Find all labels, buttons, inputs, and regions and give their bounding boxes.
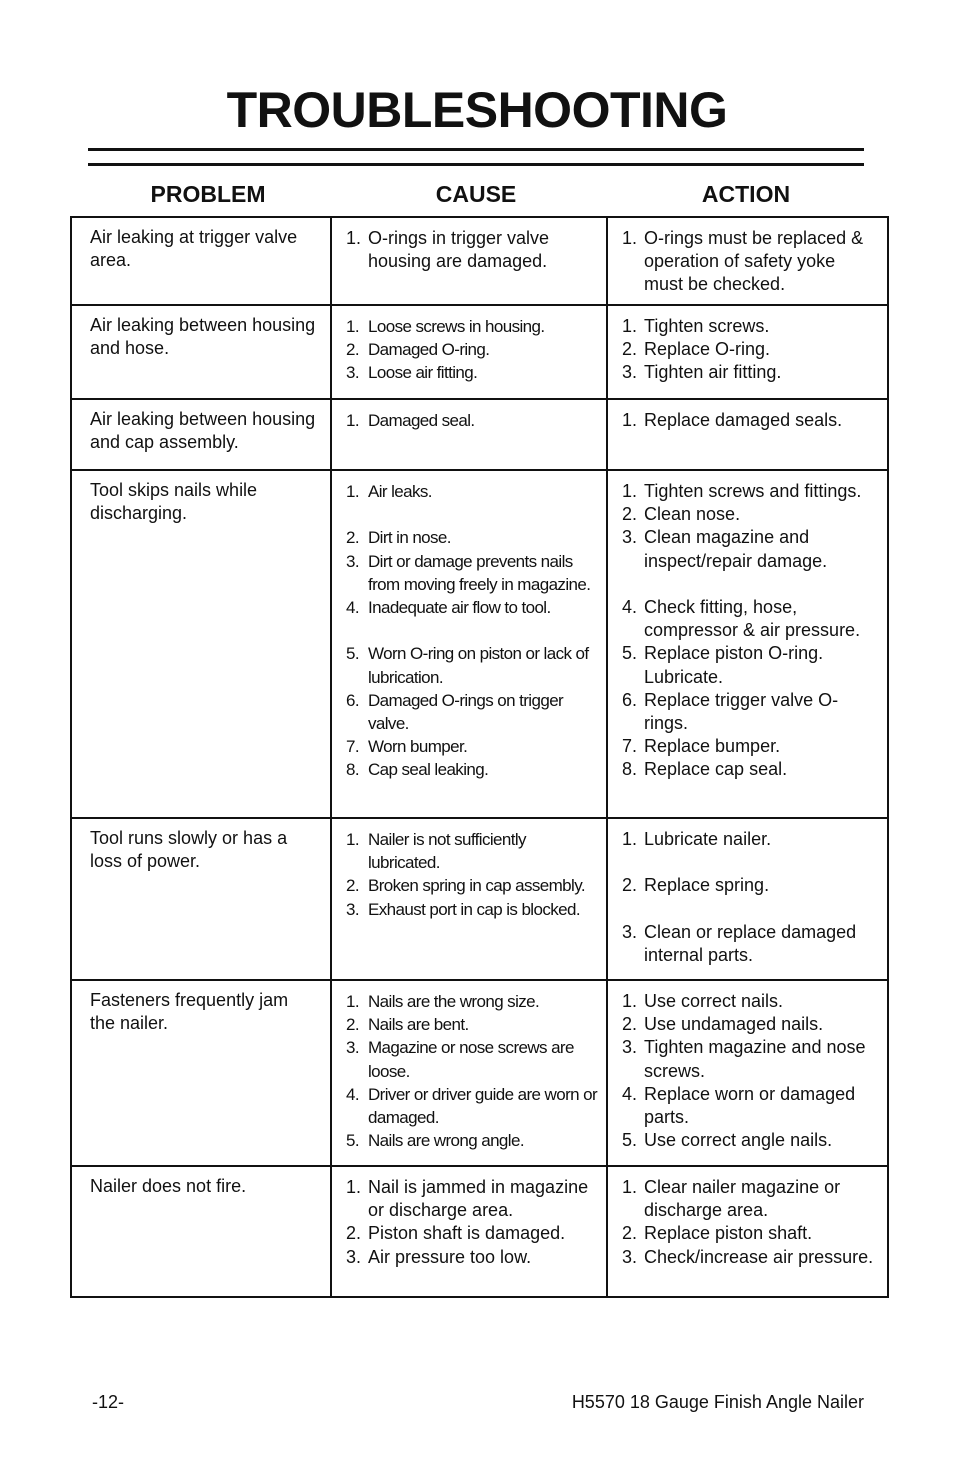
- cause-list: [346, 315, 598, 385]
- item-number: 3.: [346, 551, 359, 571]
- title-rule-bottom: [88, 163, 864, 166]
- item-text: Use correct nails.: [644, 991, 784, 1011]
- item-number: 6.: [346, 690, 359, 710]
- item-number: 3.: [346, 363, 359, 383]
- item-text: Clean nose.: [644, 504, 741, 525]
- item-number: 2.: [622, 1223, 638, 1244]
- item-text: Nails are bent.: [368, 1015, 469, 1035]
- page-number: -12-: [92, 1392, 125, 1412]
- cause-cell: [331, 470, 607, 818]
- item-text: O-rings must be replaced & operation of safety yoke must be checked.: [644, 228, 864, 295]
- item-number: 1.: [622, 316, 638, 336]
- problem-text: Fasteners frequently jam the nailer.: [90, 990, 289, 1034]
- item-text: Damaged seal.: [368, 411, 475, 430]
- list-item: [622, 1083, 879, 1129]
- problem-text: Tool runs slowly or has a loss of power.: [90, 828, 288, 872]
- list-item: [622, 409, 879, 432]
- list-item: [622, 1176, 879, 1222]
- table-row: [71, 217, 888, 305]
- item-text: Tighten screws.: [644, 316, 770, 336]
- list-item: [622, 227, 879, 297]
- item-number: 5.: [622, 643, 638, 664]
- list-item: [622, 1013, 879, 1036]
- action-cell: [607, 818, 888, 980]
- item-number: 2.: [346, 1015, 359, 1035]
- list-item: [346, 526, 598, 549]
- list-item: [622, 758, 879, 781]
- item-number: 4.: [622, 1083, 638, 1104]
- list-item: [622, 828, 879, 851]
- list-item: [346, 642, 598, 688]
- list-item: [346, 227, 598, 273]
- item-number: 3.: [622, 362, 638, 383]
- item-number: 1.: [622, 991, 638, 1011]
- item-number: 3.: [346, 899, 359, 919]
- item-number: 2.: [346, 1223, 362, 1244]
- item-text: Lubricate nailer.: [644, 829, 772, 849]
- item-text: Replace cap seal.: [644, 759, 788, 780]
- item-text: Replace trigger valve O-rings.: [644, 689, 839, 734]
- item-text: Cap seal leaking.: [368, 760, 489, 780]
- list-item: [346, 1222, 598, 1245]
- item-number: 1.: [346, 411, 359, 430]
- item-number: 1.: [346, 317, 359, 336]
- product-name: H5570 18 Gauge Finish Angle Nailer: [571, 1392, 864, 1412]
- item-number: 2.: [622, 875, 638, 896]
- list-item: [622, 361, 879, 384]
- list-item: [346, 1129, 598, 1152]
- item-number: 2.: [346, 340, 359, 360]
- item-text: Nails are the wrong size.: [368, 992, 540, 1011]
- item-text: Air pressure too low.: [368, 1246, 532, 1267]
- list-item: [346, 1176, 598, 1222]
- list-item: [346, 361, 598, 384]
- item-number: 2.: [346, 528, 359, 548]
- problem-cell: [71, 470, 331, 818]
- cause-cell: [331, 305, 607, 399]
- item-number: 1.: [346, 992, 359, 1011]
- list-item: [346, 480, 598, 503]
- item-text: Nail is jammed in magazine or discharge area.: [368, 1177, 589, 1221]
- item-number: 1.: [622, 1177, 638, 1197]
- item-text: Magazine or nose screws are loose.: [368, 1038, 574, 1081]
- item-text: Use correct angle nails.: [644, 1130, 833, 1151]
- list-item: [622, 596, 879, 642]
- cause-cell: [331, 1166, 607, 1297]
- problem-cell: [71, 1166, 331, 1297]
- item-text: Tighten screws and fittings.: [644, 481, 862, 501]
- list-item: [622, 689, 879, 735]
- item-number: 1.: [622, 829, 638, 849]
- action-cell: [607, 305, 888, 399]
- problem-text: Air leaking between housing and hose.: [90, 315, 316, 359]
- list-item: [346, 550, 598, 596]
- cause-cell: [331, 399, 607, 470]
- cause-list: [346, 227, 598, 273]
- page-title: TROUBLESHOOTING: [226, 82, 728, 138]
- list-item: [622, 1246, 879, 1269]
- item-text: Replace damaged seals.: [644, 410, 843, 430]
- item-text: Replace piston O-ring. Lubricate.: [644, 643, 824, 687]
- action-list: [622, 990, 879, 1152]
- item-number: 4.: [346, 598, 359, 617]
- item-number: 2.: [346, 876, 359, 896]
- item-number: 1.: [346, 1177, 362, 1197]
- problem-cell: [71, 980, 331, 1166]
- troubleshooting-table: [70, 216, 889, 1298]
- list-item: [622, 503, 879, 526]
- action-list: [622, 315, 879, 385]
- item-number: 5.: [346, 644, 359, 664]
- problem-cell: [71, 305, 331, 399]
- item-text: Damaged O-rings on trigger valve.: [368, 690, 564, 733]
- action-cell: [607, 1166, 888, 1297]
- title-rule-top: [88, 148, 864, 151]
- action-cell: [607, 399, 888, 470]
- action-list: [622, 227, 879, 297]
- item-text: Nailer is not sufficiently lubricated.: [368, 830, 526, 873]
- list-item: [622, 1036, 879, 1082]
- cause-cell: [331, 980, 607, 1166]
- list-item: [622, 338, 879, 361]
- cause-list: [346, 480, 598, 782]
- item-number: 1.: [622, 410, 638, 430]
- item-text: Worn O-ring on piston or lack of lubrication.: [368, 644, 589, 687]
- list-item: [622, 874, 879, 897]
- column-header-action: ACTION: [701, 181, 791, 207]
- action-cell: [607, 980, 888, 1166]
- action-list: [622, 480, 879, 782]
- item-number: 3.: [346, 1246, 362, 1267]
- problem-cell: [71, 818, 331, 980]
- list-item: [622, 526, 879, 572]
- action-cell: [607, 217, 888, 305]
- list-item: [622, 1129, 879, 1152]
- item-number: 8.: [346, 760, 359, 780]
- list-item: [622, 735, 879, 758]
- item-text: Worn bumper.: [368, 737, 468, 757]
- cause-cell: [331, 217, 607, 305]
- item-number: 2.: [622, 1014, 638, 1035]
- problem-text: Nailer does not fire.: [90, 1176, 247, 1196]
- item-text: Replace spring.: [644, 875, 770, 896]
- item-number: 1.: [346, 228, 362, 248]
- list-item: [622, 990, 879, 1013]
- item-text: Damaged O-ring.: [368, 340, 490, 360]
- list-item: [346, 898, 598, 921]
- item-text: Inadequate air flow to tool.: [368, 598, 551, 617]
- item-number: 3.: [346, 1038, 359, 1058]
- item-text: O-rings in trigger valve housing are damaged.: [368, 228, 550, 272]
- item-text: Broken spring in cap assembly.: [368, 876, 585, 896]
- item-number: 1.: [346, 482, 359, 501]
- item-number: 2.: [622, 339, 638, 360]
- item-text: Dirt in nose.: [368, 528, 451, 548]
- column-header-problem: PROBLEM: [150, 181, 266, 207]
- item-number: 8.: [622, 759, 638, 780]
- list-item: [346, 1083, 598, 1129]
- action-list: [622, 828, 879, 967]
- item-text: Nails are wrong angle.: [368, 1131, 524, 1151]
- item-number: 3.: [622, 527, 638, 548]
- column-header-cause: CAUSE: [435, 181, 517, 207]
- table-row: [71, 980, 888, 1166]
- problem-cell: [71, 399, 331, 470]
- list-item: [346, 990, 598, 1013]
- item-text: Loose screws in housing.: [368, 317, 545, 336]
- list-item: [346, 735, 598, 758]
- cause-list: [346, 990, 598, 1152]
- problem-text: Air leaking between housing and cap assembly.: [90, 409, 316, 453]
- cause-cell: [331, 818, 607, 980]
- item-number: 3.: [622, 921, 638, 942]
- action-list: [622, 409, 879, 432]
- list-item: [622, 315, 879, 338]
- list-item: [346, 596, 598, 619]
- item-text: Piston shaft is damaged.: [368, 1223, 566, 1244]
- item-number: 1.: [622, 481, 638, 501]
- item-number: 4.: [622, 597, 638, 617]
- table-row: [71, 818, 888, 980]
- item-number: 7.: [346, 737, 359, 757]
- list-item: [622, 480, 879, 503]
- cause-list: [346, 1176, 598, 1269]
- list-item: [346, 828, 598, 874]
- list-item: [346, 874, 598, 897]
- list-item: [622, 1222, 879, 1245]
- list-item: [622, 642, 879, 688]
- list-item: [346, 689, 598, 735]
- item-text: Use undamaged nails.: [644, 1014, 824, 1035]
- item-number: 5.: [346, 1131, 359, 1151]
- item-text: Check fitting, hose, compressor & air pressure.: [644, 597, 861, 641]
- item-text: Clear nailer magazine or discharge area.: [644, 1177, 841, 1221]
- table-row: [71, 399, 888, 470]
- problem-cell: [71, 217, 331, 305]
- item-text: Air leaks.: [368, 482, 432, 501]
- item-number: 1.: [346, 830, 359, 849]
- table-row: [71, 1166, 888, 1297]
- list-item: [346, 758, 598, 781]
- item-number: 3.: [622, 1246, 638, 1267]
- item-text: Replace worn or damaged parts.: [644, 1083, 856, 1128]
- list-item: [346, 1013, 598, 1036]
- list-item: [346, 315, 598, 338]
- cause-list: [346, 409, 598, 432]
- list-item: [622, 921, 879, 967]
- problem-text: Air leaking at trigger valve area.: [90, 227, 298, 271]
- item-text: Driver or driver guide are worn or damaged.: [368, 1084, 598, 1128]
- item-number: 1.: [622, 228, 638, 248]
- item-number: 6.: [622, 689, 638, 710]
- item-number: 5.: [622, 1130, 638, 1151]
- item-text: Clean magazine and inspect/repair damage.: [644, 527, 828, 571]
- item-number: 4.: [346, 1084, 359, 1104]
- list-item: [346, 1246, 598, 1269]
- item-text: Tighten air fitting.: [644, 362, 782, 383]
- item-text: Check/increase air pressure.: [644, 1246, 874, 1267]
- cause-list: [346, 828, 598, 921]
- item-text: Replace O-ring.: [644, 339, 771, 360]
- table-row: [71, 305, 888, 399]
- list-item: [346, 409, 598, 432]
- list-item: [346, 338, 598, 361]
- item-text: Tighten magazine and nose screws.: [644, 1037, 866, 1081]
- problem-text: Tool skips nails while discharging.: [90, 480, 258, 524]
- list-item: [346, 1036, 598, 1082]
- action-list: [622, 1176, 879, 1269]
- item-number: 2.: [622, 504, 638, 525]
- action-cell: [607, 470, 888, 818]
- item-text: Replace bumper.: [644, 736, 781, 757]
- item-text: Loose air fitting.: [368, 363, 478, 383]
- item-text: Exhaust port in cap is blocked.: [368, 899, 580, 919]
- item-number: 3.: [622, 1037, 638, 1058]
- table-row: [71, 470, 888, 818]
- item-text: Replace piston shaft.: [644, 1223, 813, 1244]
- item-number: 7.: [622, 736, 638, 757]
- item-text: Clean or replace damaged internal parts.: [644, 921, 857, 965]
- item-text: Dirt or damage prevents nails from moving freely in magazine.: [368, 551, 591, 594]
